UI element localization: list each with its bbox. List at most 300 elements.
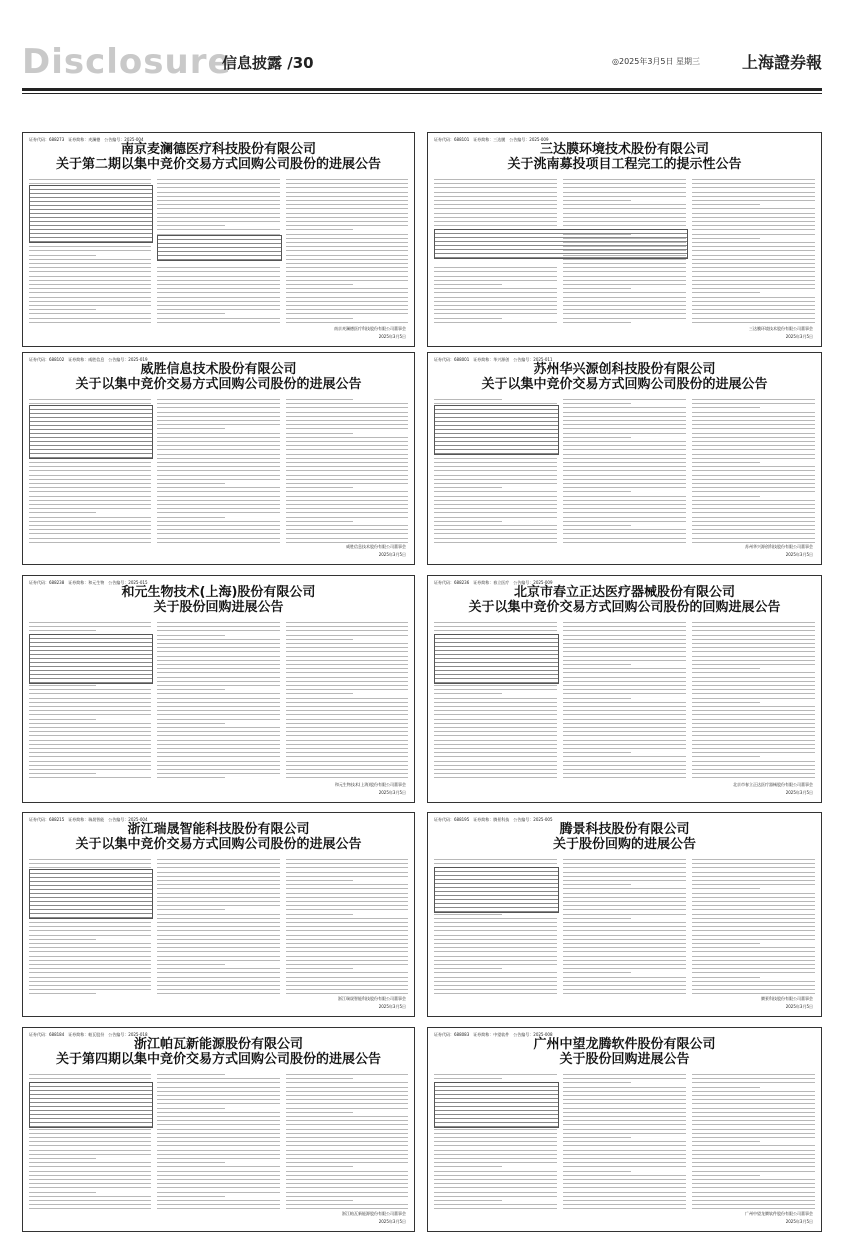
- body-text-line: [434, 1141, 557, 1142]
- body-text-line: [157, 635, 224, 636]
- body-text-line: [157, 449, 279, 450]
- body-text-line: [692, 930, 815, 931]
- table-row: [435, 254, 687, 258]
- body-text-line: [286, 930, 408, 931]
- body-text-line: [286, 288, 408, 289]
- body-text-line: [157, 752, 279, 753]
- board-signature: 南京麦澜德医疗科技股份有限公司董事会: [334, 326, 406, 331]
- body-text-line: [286, 1204, 408, 1205]
- info-table: [434, 867, 559, 913]
- body-text-line: [286, 225, 408, 226]
- body-text-line: [692, 752, 815, 753]
- body-text-line: [286, 538, 408, 539]
- body-text-line: [286, 322, 408, 323]
- body-text-line: [692, 250, 815, 251]
- body-text-line: [157, 313, 224, 314]
- body-text-line: [286, 1175, 408, 1176]
- body-text-line: [157, 437, 279, 438]
- body-text-line: [434, 458, 557, 459]
- body-text-line: [286, 981, 408, 982]
- body-text-line: [434, 1150, 557, 1151]
- body-text-line: [563, 1154, 686, 1155]
- body-text-line: [157, 723, 224, 724]
- body-text-line: [563, 462, 686, 463]
- body-text-line: [563, 433, 686, 434]
- body-text-line: [563, 276, 686, 277]
- body-text-line: [157, 407, 279, 408]
- table-row: [158, 256, 280, 260]
- body-text-line: [563, 689, 686, 690]
- body-text-line: [29, 702, 151, 703]
- body-text-line: [157, 271, 279, 272]
- notice-willfar: [22, 352, 415, 565]
- body-text-line: [563, 656, 686, 657]
- body-text-line: [434, 297, 557, 298]
- body-text-line: [563, 1095, 686, 1096]
- body-text-line: [692, 1175, 760, 1176]
- board-signature: 腾景科技股份有限公司董事会: [761, 996, 813, 1001]
- body-text-line: [286, 255, 408, 256]
- body-text-line: [692, 939, 815, 940]
- body-text-line: [692, 876, 815, 877]
- body-text-line: [563, 1162, 686, 1163]
- body-text-line: [157, 947, 279, 948]
- body-text-line: [563, 187, 686, 188]
- body-text-line: [157, 1141, 279, 1142]
- body-text-line: [434, 399, 502, 400]
- body-text-line: [563, 183, 686, 184]
- body-text-line: [157, 777, 224, 778]
- notice-obio: [22, 575, 415, 803]
- body-text-line: [157, 1175, 279, 1176]
- board-signature: 苏州华兴源创科技股份有限公司董事会: [745, 544, 813, 549]
- body-text-line: [157, 267, 279, 268]
- body-text-line: [286, 280, 408, 281]
- body-text-line: [434, 935, 557, 936]
- company-name: 浙江帕瓦新能源股份有限公司: [133, 1037, 303, 1052]
- body-text-line: [434, 1158, 557, 1159]
- body-text-line: [29, 529, 151, 530]
- body-text-line: [434, 213, 557, 214]
- table-row: [30, 914, 152, 918]
- body-text-line: [692, 271, 815, 272]
- body-text-line: [29, 491, 151, 492]
- body-text-line: [286, 960, 408, 961]
- body-text-line: [286, 723, 408, 724]
- body-text-line: [286, 926, 408, 927]
- body-text-line: [563, 1091, 686, 1092]
- body-text-line: [157, 968, 279, 969]
- info-table: [434, 634, 559, 684]
- body-text-line: [29, 504, 151, 505]
- body-text-line: [434, 756, 557, 757]
- body-text-line: [286, 714, 408, 715]
- body-text-line: [563, 445, 686, 446]
- body-text-line: [692, 993, 815, 994]
- table-row: [30, 679, 152, 683]
- body-text-line: [692, 863, 815, 864]
- table-row: [30, 454, 152, 458]
- body-text-line: [692, 1108, 815, 1109]
- body-text-line: [563, 1175, 686, 1176]
- body-text-line: [563, 693, 686, 694]
- body-text-line: [286, 748, 408, 749]
- body-text-line: [286, 1166, 353, 1167]
- body-text-line: [692, 288, 815, 289]
- body-text-line: [692, 719, 815, 720]
- body-text-line: [157, 897, 279, 898]
- body-text-line: [692, 462, 760, 463]
- body-text-line: [286, 664, 408, 665]
- table-row: [30, 238, 152, 242]
- body-text-line: [29, 752, 151, 753]
- body-text-line: [563, 491, 631, 492]
- body-text-line: [563, 403, 631, 404]
- body-text-line: [29, 542, 151, 543]
- body-text-line: [692, 769, 815, 770]
- body-text-line: [692, 626, 815, 627]
- notice-date: 2025年3月5日: [785, 1219, 813, 1224]
- body-text-line: [563, 1087, 686, 1088]
- body-text-line: [286, 867, 408, 868]
- body-text-line: [563, 897, 686, 898]
- body-text-line: [29, 318, 151, 319]
- body-text-line: [286, 217, 408, 218]
- body-text-line: [286, 727, 408, 728]
- notice-date: 2025年3月5日: [378, 552, 406, 557]
- body-text-line: [157, 876, 279, 877]
- body-text-line: [157, 956, 279, 957]
- body-text-line: [692, 761, 815, 762]
- body-text-line: [286, 1129, 408, 1130]
- body-text-line: [563, 1082, 631, 1083]
- body-text-line: [692, 217, 815, 218]
- body-text-line: [692, 740, 815, 741]
- body-text-line: [692, 420, 815, 421]
- body-text-line: [692, 777, 815, 778]
- body-text-line: [434, 470, 557, 471]
- body-text-line: [692, 1099, 815, 1100]
- body-text-line: [434, 1171, 557, 1172]
- body-text-line: [563, 930, 686, 931]
- body-text-line: [157, 475, 279, 476]
- body-text-line: [563, 756, 686, 757]
- body-text-line: [434, 521, 502, 522]
- board-signature: 浙江瑞晟智能科技股份有限公司董事会: [338, 996, 406, 1001]
- body-text-line: [692, 318, 815, 319]
- body-text-line: [29, 719, 96, 720]
- body-text-line: [29, 1204, 151, 1205]
- body-text-line: [434, 1129, 557, 1130]
- body-text-line: [29, 630, 96, 631]
- body-text-line: [286, 977, 408, 978]
- body-text-line: [157, 922, 279, 923]
- body-text-line: [157, 1204, 279, 1205]
- body-text-line: [286, 1200, 353, 1201]
- body-text-line: [286, 407, 408, 408]
- body-text-line: [286, 993, 408, 994]
- body-text-line: [563, 744, 686, 745]
- body-text-line: [286, 693, 353, 694]
- body-text-line: [692, 1158, 815, 1159]
- body-text-line: [434, 698, 557, 699]
- body-text-line: [29, 496, 151, 497]
- body-text-line: [434, 479, 557, 480]
- body-text-line: [157, 1087, 279, 1088]
- body-text-line: [434, 960, 557, 961]
- table-row: [435, 450, 558, 454]
- body-text-line: [29, 989, 151, 990]
- body-text-line: [286, 689, 408, 690]
- notice-code-line: 证券代码：688083 证券简称：中望软件 公告编号：2025-008: [434, 1032, 553, 1037]
- body-text-line: [434, 487, 502, 488]
- body-text-line: [434, 769, 557, 770]
- body-text-line: [692, 1082, 815, 1083]
- body-text-line: [434, 985, 557, 986]
- company-name: 广州中望龙腾软件股份有限公司: [533, 1037, 716, 1052]
- body-text-line: [563, 1145, 686, 1146]
- notice-zwsoft: [427, 1027, 822, 1232]
- body-text-line: [286, 706, 408, 707]
- body-text-line: [563, 500, 686, 501]
- body-text-line: [563, 487, 686, 488]
- body-text-line: [286, 512, 408, 513]
- body-text-line: [157, 1192, 279, 1193]
- board-signature: 北京市春立正达医疗器械股份有限公司董事会: [733, 782, 813, 787]
- body-text-line: [563, 777, 686, 778]
- body-text-line: [692, 1187, 815, 1188]
- body-text-line: [286, 318, 353, 319]
- body-text-line: [157, 424, 279, 425]
- body-text-line: [692, 681, 815, 682]
- body-text-line: [692, 292, 760, 293]
- body-text-line: [29, 693, 151, 694]
- body-text-line: [286, 445, 408, 446]
- body-text-line: [692, 689, 815, 690]
- body-text-line: [434, 183, 557, 184]
- body-text-line: [692, 280, 815, 281]
- body-text-line: [563, 888, 686, 889]
- notice-date: 2025年3月5日: [378, 790, 406, 795]
- body-text-line: [286, 765, 408, 766]
- body-text-line: [286, 731, 408, 732]
- body-text-line: [434, 740, 557, 741]
- body-text-line: [692, 276, 815, 277]
- body-text-line: [29, 935, 151, 936]
- body-text-line: [157, 288, 279, 289]
- body-text-line: [29, 756, 151, 757]
- body-text-line: [286, 449, 408, 450]
- body-text-line: [157, 1103, 279, 1104]
- body-text-line: [692, 491, 815, 492]
- notice-code-line: 证券代码：688195 证券简称：腾景科技 公告编号：2025-005: [434, 817, 553, 822]
- body-text-line: [692, 449, 815, 450]
- body-text-line: [434, 1187, 557, 1188]
- body-text-line: [692, 943, 760, 944]
- body-text-line: [157, 914, 279, 915]
- body-text-line: [563, 714, 686, 715]
- body-text-line: [563, 208, 686, 209]
- body-text-line: [29, 521, 151, 522]
- notice-chunli: [427, 575, 822, 803]
- masthead: [22, 38, 822, 86]
- body-text-line: [692, 284, 815, 285]
- body-text-line: [157, 504, 279, 505]
- body-text-line: [157, 769, 279, 770]
- notice-title: 关于以集中竞价交易方式回购公司股份的进展公告: [75, 377, 362, 392]
- body-text-line: [563, 951, 686, 952]
- body-text-line: [434, 748, 557, 749]
- body-text-line: [692, 525, 815, 526]
- body-text-line: [157, 466, 279, 467]
- body-text-line: [29, 1154, 151, 1155]
- body-text-line: [692, 765, 815, 766]
- body-text-line: [434, 322, 557, 323]
- body-text-line: [692, 428, 815, 429]
- notice-title: 关于以集中竞价交易方式回购公司股份的进展公告: [481, 377, 768, 392]
- body-text-line: [286, 297, 408, 298]
- body-text-line: [157, 964, 224, 965]
- body-text-line: [563, 538, 686, 539]
- body-text-line: [157, 761, 279, 762]
- body-text-line: [434, 217, 557, 218]
- notice-pawa: [22, 1027, 415, 1232]
- body-text-line: [29, 1187, 151, 1188]
- body-text-line: [286, 909, 408, 910]
- body-text-line: [157, 403, 279, 404]
- body-text-line: [157, 681, 279, 682]
- body-text-line: [692, 639, 815, 640]
- body-text-line: [434, 1192, 557, 1193]
- body-text-line: [692, 508, 815, 509]
- body-text-line: [692, 470, 815, 471]
- body-text-line: [563, 630, 686, 631]
- body-text-line: [692, 773, 815, 774]
- body-text-line: [157, 420, 279, 421]
- body-text-line: [434, 301, 557, 302]
- body-text-line: [692, 192, 815, 193]
- body-text-line: [434, 292, 557, 293]
- body-text-line: [29, 1162, 151, 1163]
- body-text-line: [563, 479, 686, 480]
- body-text-line: [286, 1074, 408, 1075]
- board-signature: 三达膜环境技术股份有限公司董事会: [749, 326, 813, 331]
- body-text-line: [29, 972, 151, 973]
- body-text-line: [692, 496, 760, 497]
- body-text-line: [563, 470, 686, 471]
- body-text-line: [563, 943, 686, 944]
- body-text-line: [286, 876, 408, 877]
- body-text-line: [692, 403, 815, 404]
- body-text-line: [563, 288, 631, 289]
- body-text-line: [692, 977, 760, 978]
- body-text-line: [692, 677, 815, 678]
- body-text-line: [29, 263, 151, 264]
- body-text-line: [692, 635, 815, 636]
- body-text-line: [157, 1162, 224, 1163]
- body-text-line: [563, 880, 686, 881]
- body-text-line: [286, 880, 353, 881]
- body-text-line: [434, 685, 557, 686]
- body-text-line: [157, 888, 279, 889]
- body-text-line: [692, 1120, 815, 1121]
- body-text-line: [286, 643, 408, 644]
- body-text-line: [434, 267, 557, 268]
- body-text-line: [692, 445, 815, 446]
- body-text-line: [434, 972, 557, 973]
- body-text-line: [29, 956, 151, 957]
- body-text-line: [157, 905, 279, 906]
- body-text-line: [286, 922, 408, 923]
- body-text-line: [563, 1099, 686, 1100]
- body-text-line: [692, 309, 815, 310]
- body-text-line: [692, 880, 815, 881]
- body-text-line: [286, 872, 408, 873]
- body-text-line: [692, 196, 815, 197]
- company-name: 浙江瑞晟智能科技股份有限公司: [127, 822, 310, 837]
- body-text-line: [286, 918, 408, 919]
- body-text-line: [563, 968, 686, 969]
- body-text-line: [563, 677, 686, 678]
- body-text-line: [29, 313, 151, 314]
- body-text-line: [692, 313, 815, 314]
- body-text-line: [157, 1187, 279, 1188]
- body-text-line: [157, 765, 279, 766]
- body-text-line: [692, 542, 815, 543]
- body-text-line: [29, 288, 151, 289]
- body-text-line: [692, 1133, 815, 1134]
- body-text-line: [286, 508, 408, 509]
- body-text-line: [157, 664, 279, 665]
- body-text-line: [434, 200, 557, 201]
- body-text-line: [692, 672, 815, 673]
- company-name: 北京市春立正达医疗器械股份有限公司: [513, 585, 735, 600]
- body-text-line: [692, 263, 815, 264]
- body-text-line: [563, 542, 686, 543]
- body-text-line: [692, 512, 815, 513]
- body-text-line: [692, 660, 815, 661]
- body-text-line: [286, 1091, 408, 1092]
- body-text-line: [692, 872, 815, 873]
- notice-title: 关于第四期以集中竞价交易方式回购公司股份的进展公告: [55, 1052, 381, 1067]
- notice-code-line: 证券代码：688102 证券简称：威胜信息 公告编号：2025-019: [29, 357, 148, 362]
- body-text-line: [692, 533, 815, 534]
- body-text-line: [286, 1120, 408, 1121]
- body-text-line: [286, 292, 408, 293]
- body-text-line: [286, 238, 408, 239]
- body-text-line: [563, 322, 631, 323]
- body-text-line: [286, 752, 408, 753]
- body-text-line: [434, 1162, 557, 1163]
- body-text-line: [29, 698, 151, 699]
- notice-title: 关于以集中竞价交易方式回购公司股份的回购进展公告: [468, 600, 781, 615]
- body-text-line: [157, 939, 279, 940]
- body-text-line: [157, 470, 279, 471]
- body-text-line: [563, 192, 686, 193]
- body-text-line: [563, 876, 686, 877]
- body-text-line: [29, 859, 151, 860]
- body-text-line: [434, 529, 557, 530]
- body-text-line: [157, 229, 279, 230]
- section-title: 信息披露 /30: [222, 54, 314, 72]
- body-text-line: [563, 1158, 686, 1159]
- body-text-line: [563, 424, 686, 425]
- body-text-line: [286, 947, 408, 948]
- body-text-line: [157, 630, 279, 631]
- body-text-line: [29, 685, 96, 686]
- body-text-line: [692, 259, 815, 260]
- body-text-line: [692, 702, 760, 703]
